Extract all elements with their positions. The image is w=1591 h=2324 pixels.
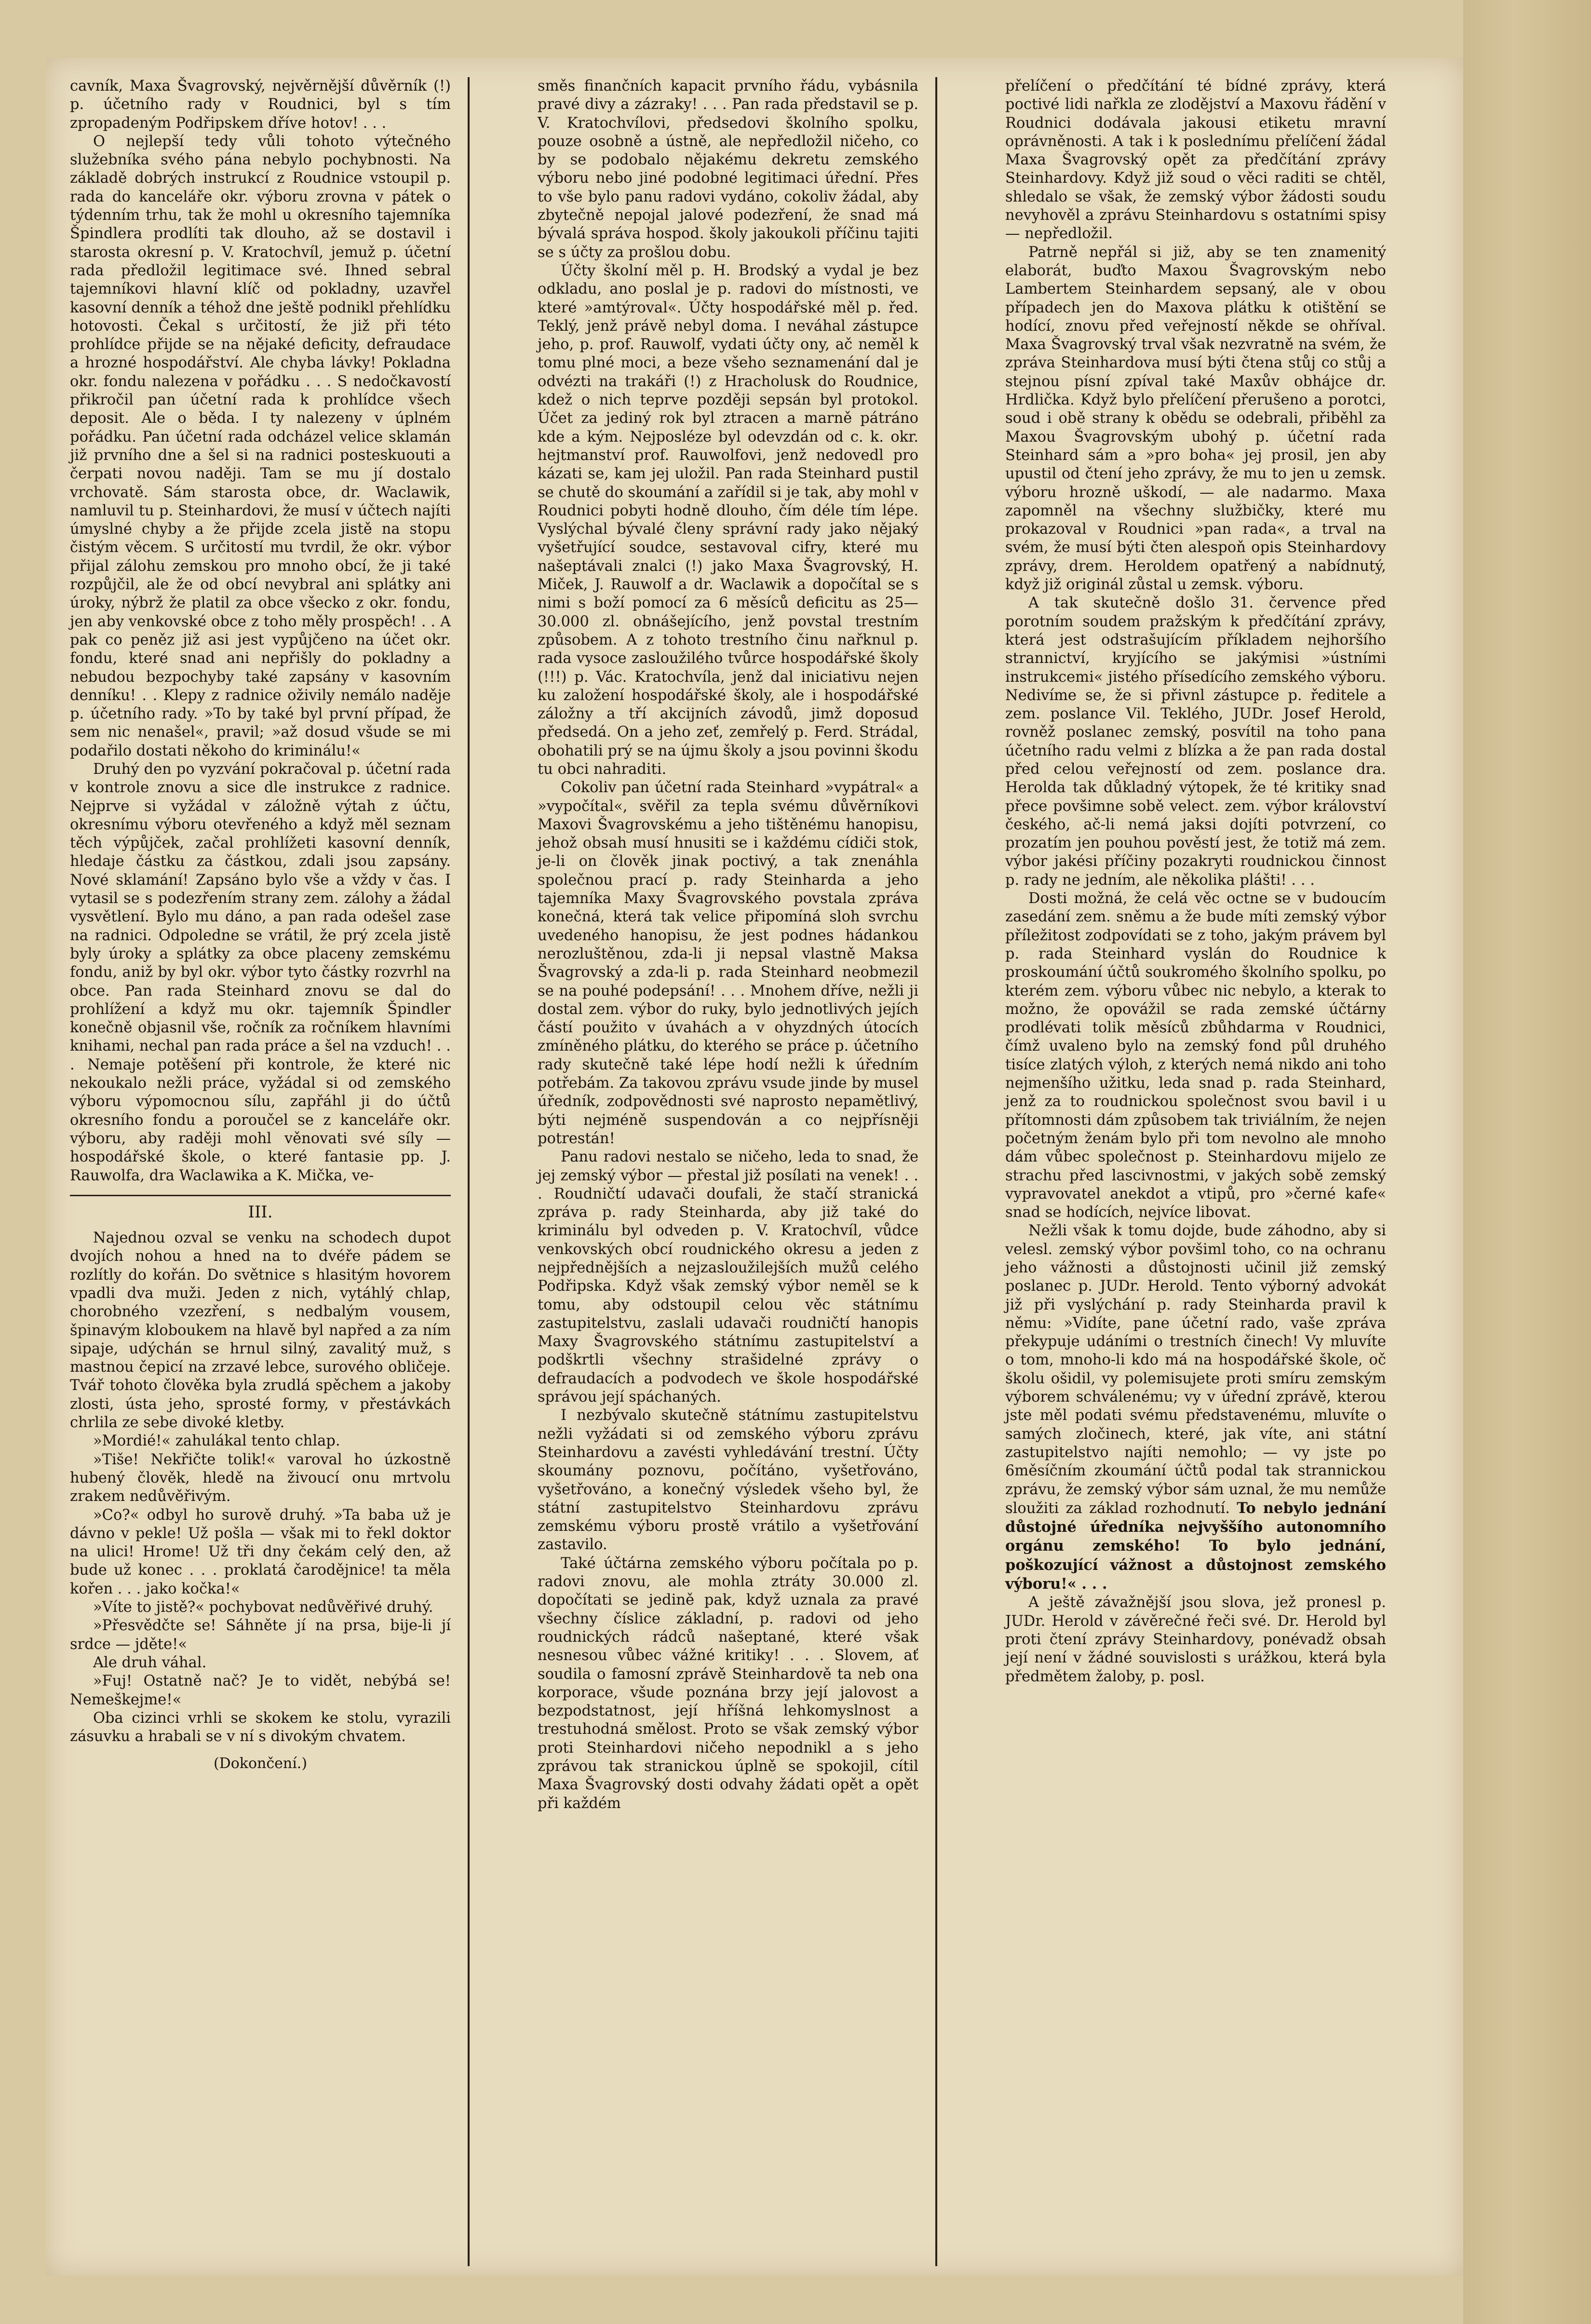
paragraph-text: Patrně nepřál si již, aby se ten znamenitý elaborát, buďto Maxou Švagrovským nebo Lambertem Steinhardem sepsaný, ale v obou případech jen do Maxova plátku k otištění se hodící, znovu před veřejností někde se ohříval. Maxa Švagrovský trval však nezvratně na svém, že zpráva Steinhardova musí býti čtena stůj co stůj a stejnou písní zpíval také Maxův obhájce dr. Hrdlička. Když bylo přelíčení přerušeno a porotci, soud i obě strany k obědu se odebrali, přiběhl za Maxou Švagrovským ubohý p. účetní rada Steinhard sám a »pro boha« jej prosil, jen aby upustil od čtení jeho zprávy, že mu to jen u zemsk. výboru hrozně uškodí, — ale nadarmo. Maxa zapomněl na všechny službičky, které mu prokazoval v Roudnici »pan rada«, a trval na svém, že musí býti čten alespoň opis Steinhardovy zprávy, drem. Heroldem opatřený a nabídnutý, když již originál zůstal u zemsk. výboru. xyxy=(1005,243,1386,594)
paragraph-text: »Fuj! Ostatně nač? Je to vidět, nebýbá se! Nemeškejme!« xyxy=(70,1673,451,1708)
paragraph-text: cavník, Maxa Švagrovský, nejvěrnější důvěrník (!) p. účetního rady v Roudnici, byl s tím zpropadeným Podřipskem dříve hotov! . . . xyxy=(70,78,451,132)
paragraph-text: O nejlepší tedy vůli tohoto výtečného služebníka svého pána nebylo pochybnosti. Na základě dobrých instrukcí z Roudnice vstoupil p. rada do kanceláře okr. výboru zrovna v pátek o týdenním trhu, tak že mohl u okresního tajemníka Špindlera prodlíti tak dlouho, až se dostavil i starosta okresní p. V. Kratochvíl, jemuž p. účetní rada předložil legitimace své. Ihned sebral tajemníkovi hlavní klíč od pokladny, uzavřel kasovní denník a téhož dne ještě podnikl přehlídku hotovosti. Čekal s určitostí, že již při této prohlídce přijde se na nějaké deficity, defraudace a hrozné hospodářství. Ale chyba lávky! Pokladna okr. fondu nalezena v pořádku . . . S nedočkavostí přikročil pan účetní rada k prohlídce všech deposit. Ale o běda. I ty nalezeny v úplném pořádku. Pan účetní rada odcházel velice sklamán již prvního dne a šel si na radnici posteskuouti a čerpati novou naději. Tam se mu jí dostalo vrchovatě. Sám starosta obce, dr. Waclawik, namluvil tu p. Steinhardovi, že musí v účtech najíti úmyslné chyby a že přijde zcela jistě na stopu čistým věcem. S určitostí mu tvrdil, že okr. výbor přijal zálohu zemskou pro mnoho obcí, že ji také rozpůjčil, ale že od obcí nevybral ani splátky ani úroky, nýbrž že platil za obce všecko z okr. fondu, jen aby venkovské obce z toho měly prospěch! . . A pak co peněz již asi jest vypůjčeno na účet okr. fondu, které snad ani nepřišly do pokladny a nebudou bezpochyby také zapsány v kasovním denníku! . . Klepy z radnice oživily nemálo naděje p. účetního rady. »To by také byl první případ, že sem nic nenašel«, pravil; »až dosud všude se mi podařilo dostati někoho do kriminálu!« xyxy=(70,133,451,759)
bold-quote: To nebylo jednání důstojné úředníka nejvyššího autonomního orgánu zemského! To bylo jednání, poškozující vážnost a důstojnost zemského výboru!« . . . xyxy=(1005,1499,1386,1593)
paragraph xyxy=(1005,77,1386,243)
paragraph xyxy=(70,133,451,760)
paragraph-text: přelíčení o předčítání té bídné zprávy, která poctivé lidi nařkla ze zlodějství a Maxovu řádění v Roudnici dodávala jakousi etiketu mravní oprávněnosti. A tak i k poslednímu přelíčení žádal Maxa Švagrovský opět za předčítání zprávy Steinhardovy. Když již soud o věci raditi se chtěl, shledalo se však, že zemský výbor žádosti soudu nevyhověl a zprávu Steinhardovu s ostatními spisy — nepředložil. xyxy=(1005,78,1386,243)
paragraph xyxy=(70,77,451,133)
paragraph-text: A tak skutečně došlo 31. července před porotním soudem pražským k předčítání zprávy, která jest odstrašujícím příkladem nejhoršího strannictví, kryjícího se jakýmisi »ústními instrukcemi« jistého přísedícího zemského výboru. Nedivíme se, že si přivnl zástupce p. ředitele a zem. poslance Vil. Teklého, JUDr. Josef Herold, rovněž poslanec zemský, posvítil na toho pana účetního radu velmi z blízka a že pan rada dostal před celou veřejností od zem. poslance dra. Herolda tak důkladný výtopek, že té kritiky snad přece povšimne sobě velect. zem. výbor království českého, ač-li nemá jaksi dojíti potvrzení, co prozatím jen pouhou pověstí jest, že totiž má zem. výbor jakési příčiny pozakryti roudnickou činnost p. rady ne jedním, ale několika plášti! . . . xyxy=(1005,595,1386,889)
column-1 xyxy=(70,77,451,1773)
paragraph-text: Ale druh váhal. xyxy=(93,1654,207,1671)
paragraph xyxy=(538,262,918,779)
paragraph xyxy=(538,1554,918,1813)
paragraph-text: Najednou ozval se venku na schodech dupot dvojích nohou a hned na to dvéře pádem se rozlítly do kořán. Do světnice s hlasitým hovorem vpadli dva muži. Jeden z nich, vytáhlý chlap, chorobného vzezření, s nedbalým vousem, špinavým kloboukem na hlavě byl napřed a za ním sipaje, udýchán se hrnul silný, zavalitý muž, s mastnou čepicí na zrzavé lebce, surového obličeje. Tvář tohoto člověka byla zrudlá spěchem a jakoby zlosti, ústa jeho, sprosté formy, v přestávkách chrlila ze sebe divoké kletby. xyxy=(70,1230,451,1432)
paragraph-text: Dosti možná, že celá věc octne se v budoucím zasedání zem. sněmu a že bude míti zemský výbor příležitost zodpovídati se z toho, jakým právem byl p. rada Steinhard vyslán do Roudnice k proskoumání účtů soukromého školního spolku, po kterém zem. výboru vůbec nic nebylo, a kterak to možno, že opovážil se rada zemské účtárny prodlévati tolik měsíců zbůhdarma v Roudnici, čímž uvaleno bylo na zemský fond půl druhého tisíce zlatých výloh, z kterých nemá nikdo ani toho nejmenšího užitku, leda snad p. rada Steinhard, jenž za to roudnickou společnost svou bavil i u přítomnosti dám způsobem tak triviálním, že nejen početným ženám bylo při tom nevolno ale mnoho dám vůbec společnost p. Steinhardovu mijelo ze strachu před lascivnostmi, v jakých sobě zemský vypravovatel anekdot a vtipů, pro »černé kafe« snad se hodících, nejvíce libovat. xyxy=(1005,890,1386,1221)
paragraph-text: »Víte to jistě?« pochybovat nedůvěřivé druhý. xyxy=(93,1599,433,1616)
paragraph-text: Také účtárna zemského výboru počítala po p. radovi znovu, ale mohla ztráty 30.000 zl. dopočítati se jedině pak, když uznala za pravé všechny číslice základní, p. radovi od jeho roudnických rádců našeptané, které však nesnesou vůbec vážné kritiky! . . . Slovem, ať soudila o famosní zprávě Steinhardově ta neb ona korporace, všude poznána brzy její jalovost a bezpodstatnost, její hříšná lehkomyslnost a trestuhodná smělost. Proto se však zemský výbor proti Steinhardovi ničeho nepodnikl a s jeho zprávou tak stranickou úplně se spokojil, cítil Maxa Švagrovský dosti odvahy žádati opět a opět při každém xyxy=(538,1554,918,1812)
newspaper-page xyxy=(46,58,1463,2276)
paragraph xyxy=(70,1598,451,1617)
paragraph xyxy=(1005,594,1386,890)
paragraph-text: Účty školní měl p. H. Brodský a vydal je bez odkladu, ano poslal je p. radovi do místnosti, ve které »amtýroval«. Účty hospodářské měl p. řed. Teklý, jenž právě nebyl doma. I neváhal zástupce jeho, p. prof. Rauwolf, vydati účty ony, ač neměl k tomu plné moci, a beze všeho seznamenání dal je odvézti na trakáři (!) z Hracholusk do Roudnice, kdež o nich teprve později sepsán byl protokol. Účet za jediný rok byl ztracen a marně pátráno kde a kým. Nejposléze byl odevzdán od c. k. okr. hejtmanství prof. Rauwolfovi, jenž nedovedl pro kázati se, kam jej uložil. Pan rada Steinhard pustil se chutě do skoumání a zařídil si je tak, aby mohl v Roudnici pobyti hodně dlouho, čím déle tím lépe. Vyslýchal bývalé členy správní rady jako nějaký vyšetřující soudce, sestavoval cifry, které mu našeptávali znalci (!) jako Maxa Švagrovský, H. Miček, J. Rauwolf a dr. Waclawik a dopočítal se s nimi s boží pomocí za 6 měsíců deficitu as 25—30.000 zl. obnášejícího, jenž povstal trestním způsobem. A z tohoto trestního činu nařknul p. rada vysoce zasloužilého tvůrce hospodářské školy (!!!) p. Vác. Kratochvíla, jenž dal iniciativu nejen ku založení hospodářské školy, ale i hospodářské záložny a tří akcijních závodů, jimž doposud předsedá. On a jeho zeť, zemřelý p. Ferd. Strádal, obohatili prý se na újmu školy a jsou povinni škodu tu obci nahraditi. xyxy=(538,262,918,778)
paragraph xyxy=(70,1709,451,1746)
paragraph-text: Cokoliv pan účetní rada Steinhard »vypátral« a »vypočítal«, svěřil za tepla svému důvěrníkovi Maxovi Švagrovskému a jeho tištěnému hanopisu, jehož obsah musí hnusiti se i každému cídiči stok, je-li on člověk jinak poctivý, a tak znenáhla společnou prací p. rady Steinharda a jeho tajemníka Maxy Švagrovského povstala zpráva konečná, která tak velice připomíná sloh svrchu uvedeného hanopisu, že jest podnes hádankou nerozluštěnou, zda-li ji nepsal vlastně Maksa Švagrovský a zda-li p. rada Steinhard neobmezil se na pouhé podepsání! . . . Mnohem dříve, nežli ji dostal zem. výbor do ruky, bylo jednotlivých jejích částí použito v úvahách a v ohyzdných útocích zmíněného plátku, do kterého se práce p. účetního rady skutečně také lépe hodí nežli k úředním potřebám. Za takovou zprávu vsude jinde by musel úředník, zodpovědnosti své naprosto nepamětlivý, býti nejméně suspendován a co nejpřísněji potrestán! xyxy=(538,779,918,1147)
paragraph-text: I nezbývalo skutečně státnímu zastupitelstvu nežli vyžádati si od zemského výboru zprávu Steinhardovu a zavésti vyhledávání trestní. Účty skoumány poznovu, počítáno, vyšetřováno, vyšetřováno, a konečný výsledek všeho byl, že státní zastupitelstvo Steinhardovu zprávu zemskému výboru prostě vrátilo a vyšetřování zastavilo. xyxy=(538,1407,918,1554)
paper-right-edge xyxy=(1463,0,1591,2324)
paragraph xyxy=(70,1432,451,1450)
paragraph xyxy=(70,1654,451,1672)
paragraph-text: směs finančních kapacit prvního řádu, vybásnila pravé divy a zázraky! . . . Pan rada představil se p. V. Kratochvílovi, předsedovi školního spolku, pouze osobně a ústně, ale nepředložil ničeho, co by se podobalo nějakému dekretu zemského výboru nebo jiné podobné legitimaci úřední. Přes to vše bylo panu radovi vydáno, cokoliv žádal, aby zbytečně nepojal jalové podezření, že snad má bývalá správa hospod. školy jakoukoli příčinu tajiti se s účty za prošlou dobu. xyxy=(538,78,918,261)
paragraph xyxy=(1005,1222,1386,1594)
paragraph xyxy=(538,779,918,1148)
column-rule-1 xyxy=(468,77,470,2266)
paragraph xyxy=(1005,243,1386,595)
paragraph xyxy=(1005,1594,1386,1686)
continuation-note: (Dokončení.) xyxy=(213,1755,308,1772)
paragraph xyxy=(70,1672,451,1709)
paragraph-text: Druhý den po vyzvání pokračoval p. účetní rada v kontrole znovu a sice dle instrukce z radnice. Nejprve si vyžádal v záložně výtah z účtu, okresnímu výboru otevřeného a když měl seznam těch výpůjček, začal prohlížeti kasovní denník, hledaje částku za částkou, zdali jsou zapsány. Nové sklamání! Zapsáno bylo vše a vždy v čas. I vytasil se s podezřením strany zem. zálohy a žádal vysvětlení. Bylo mu dáno, a pan rada odešel zase na radnici. Odpoledne se vrátil, že prý zcela jistě byly úroky a splátky za obce placeny zemskému fondu, aniž by byl okr. výbor tyto částky rozvrhl na obce. Pan rada Steinhard znovu se dal do prohlížení a když mu okr. tajemník Špindler konečně objasnil vše, ročník za ročníkem hlavními knihami, nechal pan rada práce a šel na vzduch! . . . Nemaje potěšení při kontrole, že které nic nekoukalo nežli práce, vyžádal si od zemského výboru výpomocnou sílu, zapřáhl ji do účtů okresního fondu a poroučel se z kanceláře okr. výboru, aby raději mohl věnovati své síly — hospodářské škole, o které fantasie pp. J. Rauwolfa, dra Waclawika a K. Mička, ve- xyxy=(70,760,451,1184)
column-2 xyxy=(538,77,918,1813)
column-rule-2 xyxy=(935,77,937,2266)
paragraph xyxy=(70,1229,451,1432)
paragraph-text: »Mordié!« zahulákal tento chlap. xyxy=(93,1432,340,1450)
paragraph-text: Nežli však k tomu dojde, bude záhodno, aby si velesl. zemský výbor povšiml toho, co na ochranu jeho vážnosti a důstojnosti učinil již zemský poslanec p. JUDr. Herold. Tento výborný advokát již při vyslýchání p. rady Steinharda pravil k němu: »Vidíte, pane účetní rado, vaše zpráva překypuje udáními o trestních činech! Vy mluvíte o tom, mnoho-li kdo má na hospodářské škole, oč školu ošidil, vy polemisujete proti smíru zemským výborem schválenému; vy v úřední zprávě, kterou jste měl podati svému představenému, mluvíte o samých zločinech, které, jak víte, ani státní zastupitelstvo najíti nemohlo; — vy jste po 6měsíčním zkoumání účtů podal tak strannickou zprávu, že zemský výbor sám uznal, že mu nemůže sloužiti za základ rozhodnutí. xyxy=(1005,1222,1386,1517)
paragraph xyxy=(1005,890,1386,1222)
paragraph xyxy=(538,77,918,262)
paragraph-text: »Co?« odbyl ho surově druhý. »Ta baba už je dávno v pekle! Už pošla — však mi to řekl doktor na ulici! Hrome! Už tři dny čekám celý den, až bude už konec . . . proklatá čarodějnice! ta měla kořen . . . jako kočka!« xyxy=(70,1506,451,1597)
paragraph-text: Panu radovi nestalo se ničeho, leda to snad, že jej zemský výbor — přestal již posílati na venek! . . . Roudničtí udavači doufali, že stačí stranická zpráva p. rady Steinharda, aby již také do kriminálu byl odveden p. V. Kratochvíl, vůdce venkovských obcí roudnického okresu a jeden z nejpřednějších a nejzasloužilejších mužů celého Podřipska. Když však zemský výbor neměl se k tomu, aby odstoupil celou věc státnímu zastupitelstvu, zaslali udavači roudničtí hanopis Maxy Švagrovského státnímu zastupitelství a podškrtli všechny strašidelné zprávy o defraudacích a podvodech ve škole hospodářské správou její spáchaných. xyxy=(538,1148,918,1406)
paragraph xyxy=(70,1617,451,1654)
paragraph xyxy=(538,1406,918,1554)
paragraph xyxy=(70,1506,451,1598)
column-3 xyxy=(1005,77,1386,1686)
section-heading: III. xyxy=(70,1195,451,1221)
paragraph-text: »Tiše! Nekřičte tolik!« varoval ho úzkostně hubený člověk, hledě na živoucí onu mrtvolu zrakem nedůvěřivým. xyxy=(70,1451,451,1505)
paragraph xyxy=(70,760,451,1185)
paragraph-text: A ještě závažnější jsou slova, jež pronesl p. JUDr. Herold v závěrečné řeči své. Dr. Herold byl proti čtení zprávy Steinhardovy, ponévadž obsah její není v žádné souvislosti s urážkou, která byla předmětem žaloby, p. posl. xyxy=(1005,1594,1386,1685)
paragraph xyxy=(70,1451,451,1506)
paragraph xyxy=(538,1148,918,1406)
paragraph-text: »Přesvědčte se! Sáhněte jí na prsa, bije-li jí srdce — jděte!« xyxy=(70,1617,451,1653)
paragraph-text: Oba cizinci vrhli se skokem ke stolu, vyrazili zásuvku a hrabali se v ní s divokým chvatem. xyxy=(70,1709,451,1745)
